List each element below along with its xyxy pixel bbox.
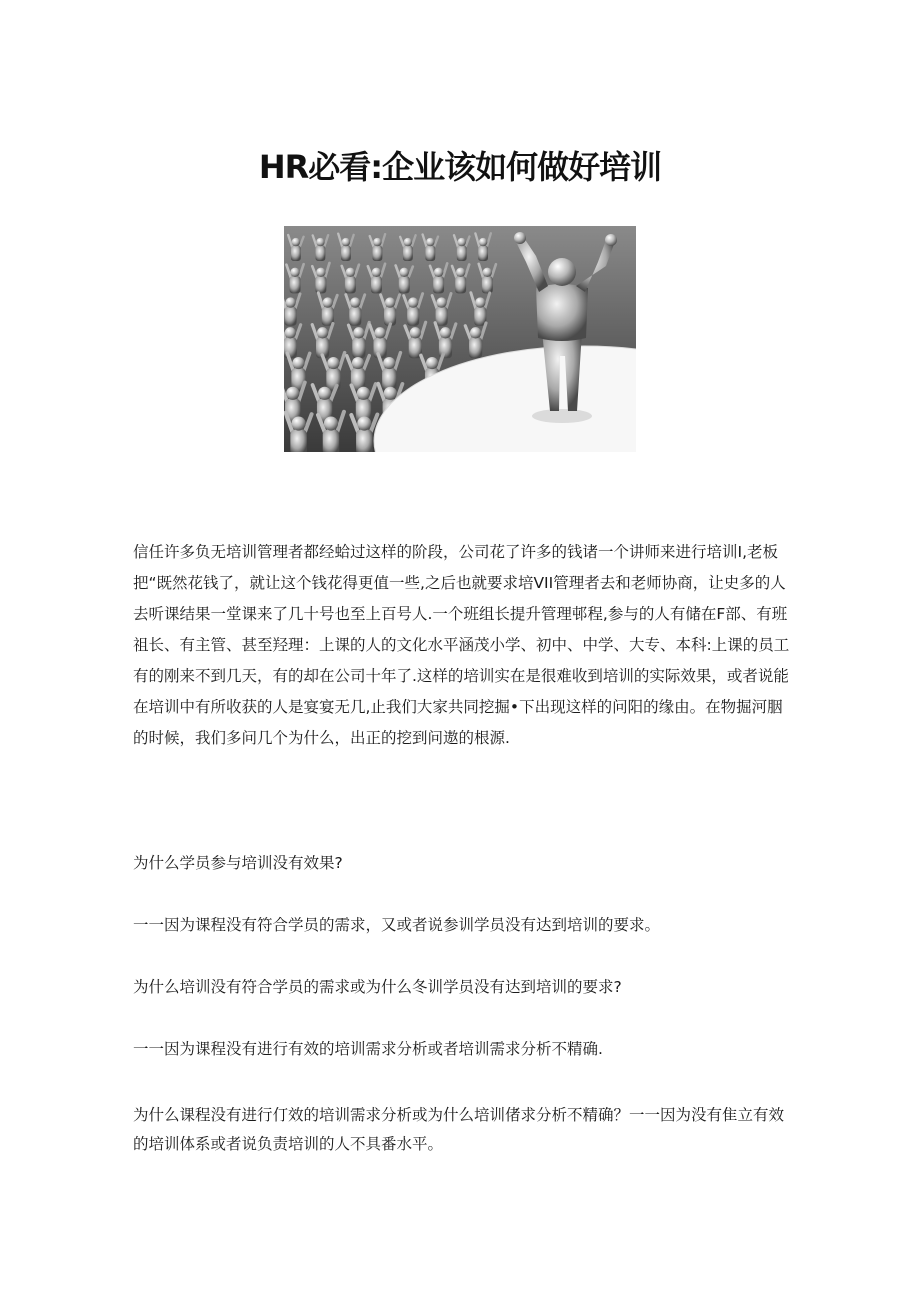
question-2: 为什么培训没有符合学员的需求或为什么冬训学员没有达到培训的要求? <box>133 978 622 996</box>
page-title: HR必看:企业该如何做好培训 <box>258 148 662 186</box>
answer-1: 一一因为课程没有符合学员的需求，又或者说参训学员没有达到培训的要求。 <box>133 916 661 934</box>
question-3-with-answer: 为什么课程没有进行仃效的培训需求分析或为什么培训偖求分析不精确？一一因为没有隹立有效的培训体系或者说负责培训的人不具番水平。 <box>133 1106 785 1153</box>
intro-paragraph: 信任许多负无培训管理者都经蛤过这样的阶段，公司花了许多的钱诸一个讲师来进行培训I,老板把“既然花钱了，就让这个钱花得更值一些,之后也就要求培VII管理者去和老师协商，让史多的人去听课结果一堂课来了几十号也至上百号人.一个班组长提升管理邨程,参与的人有储在F部、有班祖长、有主管、甚至羟理：上课的人的文化水平涵茂小学、初中、中学、大专、本科:上课的员工有的刚来不到几天，有的却在公司十年了.这样的培训实在是很难收到培训的实际效果，或者说能在培训中有所收获的人是宴宴无几,止我们大家共同挖掘•下出现这样的问阳的缘由。在物掘河胭的时候，我们多问几个为什么，出正的挖到问遨的根源. <box>133 543 790 747</box>
question-1: 为什么学员参与培训没有效果? <box>133 854 343 872</box>
answer-2: 一一因为课程没有进行有效的培训需求分析或者培训需求分析不精确. <box>133 1040 603 1058</box>
crowd-leader-illustration <box>284 226 636 452</box>
crowd-leader-illustration-icon <box>284 226 636 452</box>
